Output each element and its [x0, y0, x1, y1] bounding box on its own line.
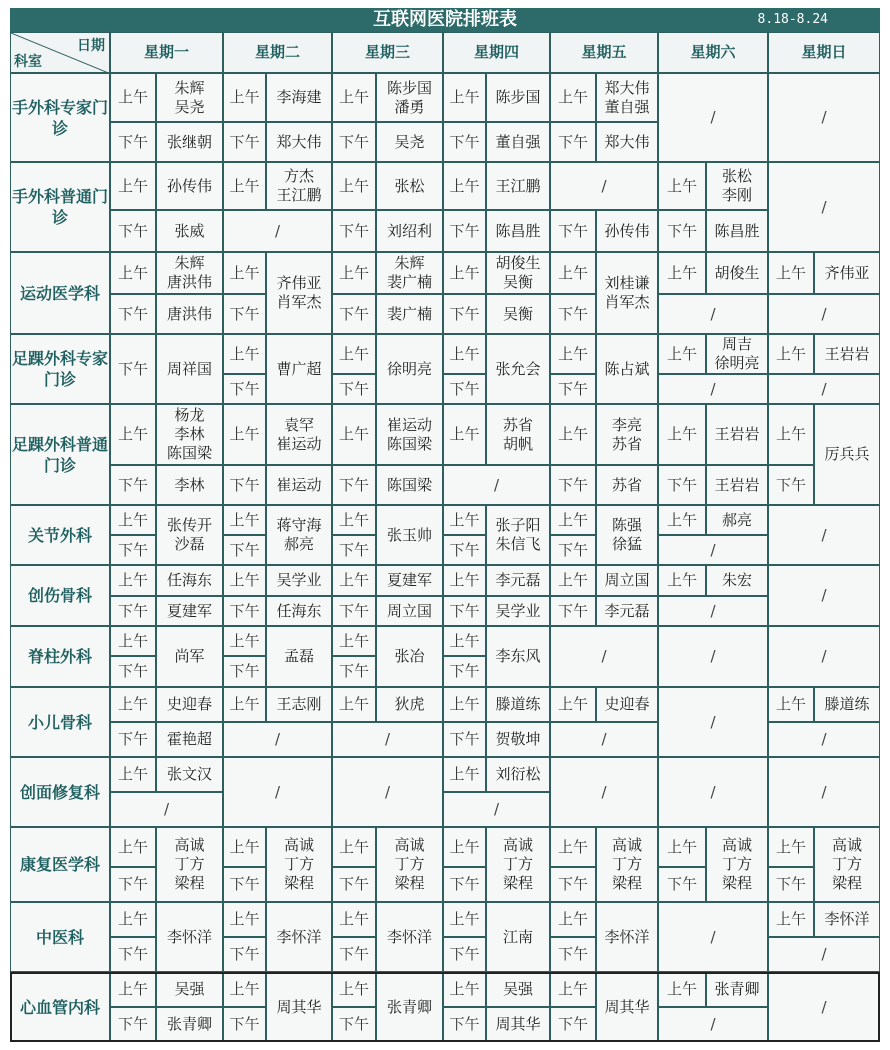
day-header: 星期三	[332, 32, 443, 73]
doctor-cell: 史迎春	[596, 687, 658, 722]
doctor-cell: 孙传伟	[156, 162, 223, 210]
doctor-cell: 吴学业	[486, 596, 550, 626]
day-header: 星期六	[658, 32, 768, 73]
session-label: 下午	[332, 374, 376, 404]
session-label: 下午	[110, 210, 156, 252]
session-label: 下午	[550, 210, 596, 252]
session-label: 上午	[443, 757, 486, 792]
session-label: 下午	[332, 867, 376, 902]
session-label: 下午	[223, 937, 266, 972]
doctor-cell: 胡俊生 吴衡	[486, 252, 550, 294]
session-label: 上午	[768, 902, 814, 937]
doctor-cell: 贺敬坤	[486, 722, 550, 757]
doctor-cell: 张青卿	[376, 972, 443, 1042]
session-label: 上午	[658, 334, 706, 374]
doctor-cell: 周其华	[266, 972, 332, 1042]
session-label: 下午	[332, 294, 376, 334]
session-label: 上午	[550, 972, 596, 1007]
doctor-cell: 陈强 徐猛	[596, 505, 658, 565]
session-label: 下午	[332, 535, 376, 565]
schedule-sheet	[10, 8, 880, 1042]
session-label: 下午	[443, 1007, 486, 1042]
session-label: 上午	[550, 565, 596, 596]
session-label: 上午	[550, 404, 596, 465]
session-label: 上午	[443, 334, 486, 374]
department-name: 小儿骨科	[10, 687, 110, 757]
doctor-cell: 任海东	[266, 596, 332, 626]
session-label: 下午	[110, 722, 156, 757]
doctor-cell: 吴强	[486, 972, 550, 1007]
department-name: 创伤骨科	[10, 565, 110, 626]
session-label: 上午	[223, 73, 266, 122]
session-label: 上午	[658, 827, 706, 867]
session-label: 下午	[443, 210, 486, 252]
doctor-cell: 陈占斌	[596, 334, 658, 404]
doctor-cell: 齐伟亚 肖军杰	[266, 252, 332, 334]
session-label: 上午	[768, 827, 814, 867]
doctor-cell: 高诚 丁方 梁程	[596, 827, 658, 902]
doctor-cell: 李亮 苏省	[596, 404, 658, 465]
empty-slot: /	[768, 565, 880, 626]
session-label: 上午	[768, 404, 814, 465]
empty-slot: /	[658, 535, 768, 565]
session-label: 下午	[443, 122, 486, 162]
empty-slot: /	[658, 687, 768, 757]
session-label: 下午	[110, 535, 156, 565]
empty-slot: /	[550, 626, 658, 687]
day-header: 星期四	[443, 32, 550, 73]
session-label: 上午	[443, 404, 486, 465]
doctor-cell: 狄虎	[376, 687, 443, 722]
day-header: 星期二	[223, 32, 332, 73]
doctor-cell: 任海东	[156, 565, 223, 596]
department-name: 足踝外科普通门诊	[10, 404, 110, 505]
doctor-cell: 张青卿	[706, 972, 768, 1007]
session-label: 上午	[223, 827, 266, 867]
session-label: 上午	[332, 972, 376, 1007]
doctor-cell: 霍艳超	[156, 722, 223, 757]
doctor-cell: 高诚 丁方 梁程	[814, 827, 880, 902]
department-name: 心血管内科	[10, 972, 110, 1042]
doctor-cell: 张青卿	[156, 1007, 223, 1042]
doctor-cell: 胡俊生	[706, 252, 768, 294]
session-label: 下午	[332, 210, 376, 252]
session-label: 上午	[768, 252, 814, 294]
empty-slot: /	[550, 757, 658, 827]
session-label: 上午	[443, 505, 486, 535]
empty-slot: /	[550, 722, 658, 757]
department-name: 手外科普通门诊	[10, 162, 110, 252]
session-label: 下午	[332, 1007, 376, 1042]
doctor-cell: 杨龙 李林 陈国梁	[156, 404, 223, 465]
session-label: 上午	[110, 404, 156, 465]
session-label: 上午	[110, 252, 156, 294]
session-label: 上午	[768, 687, 814, 722]
doctor-cell: 裴广楠	[376, 294, 443, 334]
doctor-cell: 蒋守海 郝亮	[266, 505, 332, 565]
session-label: 下午	[223, 867, 266, 902]
doctor-cell: 高诚 丁方 梁程	[486, 827, 550, 902]
session-label: 上午	[332, 902, 376, 937]
doctor-cell: 苏省 胡帆	[486, 404, 550, 465]
session-label: 上午	[550, 827, 596, 867]
session-label: 上午	[332, 334, 376, 374]
department-name: 康复医学科	[10, 827, 110, 902]
empty-slot: /	[332, 757, 443, 827]
department-name: 中医科	[10, 902, 110, 972]
doctor-cell: 陈步国	[486, 73, 550, 122]
doctor-cell: 朱辉 唐洪伟	[156, 252, 223, 294]
session-label: 上午	[550, 252, 596, 294]
empty-slot: /	[223, 210, 332, 252]
session-label: 上午	[443, 972, 486, 1007]
doctor-cell: 张松	[376, 162, 443, 210]
session-label: 上午	[658, 162, 706, 210]
empty-slot: /	[658, 902, 768, 972]
session-label: 上午	[332, 162, 376, 210]
doctor-cell: 江南	[486, 902, 550, 972]
doctor-cell: 吴强	[156, 972, 223, 1007]
session-label: 上午	[110, 73, 156, 122]
doctor-cell: 李海建	[266, 73, 332, 122]
session-label: 下午	[443, 535, 486, 565]
doctor-cell: 朱辉 吴尧	[156, 73, 223, 122]
session-label: 下午	[223, 374, 266, 404]
doctor-cell: 陈国梁	[376, 465, 443, 505]
day-header: 星期五	[550, 32, 658, 73]
session-label: 上午	[332, 565, 376, 596]
empty-slot: /	[658, 73, 768, 162]
doctor-cell: 张继朝	[156, 122, 223, 162]
empty-slot: /	[768, 937, 880, 972]
session-label: 下午	[332, 122, 376, 162]
doctor-cell: 高诚 丁方 梁程	[376, 827, 443, 902]
department-name: 创面修复科	[10, 757, 110, 827]
empty-slot: /	[443, 465, 550, 505]
session-label: 下午	[332, 465, 376, 505]
doctor-cell: 滕道练	[814, 687, 880, 722]
doctor-cell: 李东风	[486, 626, 550, 687]
session-label: 下午	[550, 294, 596, 334]
session-label: 下午	[443, 867, 486, 902]
department-name: 手外科专家门诊	[10, 73, 110, 162]
doctor-cell: 苏省	[596, 465, 658, 505]
doctor-cell: 张允会	[486, 334, 550, 404]
session-label: 下午	[223, 122, 266, 162]
session-label: 下午	[223, 294, 266, 334]
department-name: 运动医学科	[10, 252, 110, 334]
corner-header	[10, 32, 110, 73]
session-label: 上午	[550, 687, 596, 722]
doctor-cell: 张传开 沙磊	[156, 505, 223, 565]
session-label: 下午	[658, 210, 706, 252]
session-label: 上午	[550, 73, 596, 122]
session-label: 下午	[110, 867, 156, 902]
session-label: 上午	[223, 334, 266, 374]
doctor-cell: 张威	[156, 210, 223, 252]
doctor-cell: 周祥国	[156, 334, 223, 404]
doctor-cell: 孙传伟	[596, 210, 658, 252]
session-label: 上午	[223, 687, 266, 722]
session-label: 上午	[658, 252, 706, 294]
doctor-cell: 王江鹏	[486, 162, 550, 210]
session-label: 上午	[110, 162, 156, 210]
doctor-cell: 史迎春	[156, 687, 223, 722]
session-label: 上午	[658, 565, 706, 596]
session-label: 上午	[443, 252, 486, 294]
empty-slot: /	[443, 792, 550, 827]
empty-slot: /	[332, 722, 443, 757]
session-label: 上午	[443, 565, 486, 596]
department-name: 关节外科	[10, 505, 110, 565]
session-label: 下午	[658, 465, 706, 505]
session-label: 下午	[658, 867, 706, 902]
corner-date-label: 日期	[77, 38, 105, 54]
session-label: 上午	[110, 626, 156, 656]
session-label: 下午	[223, 535, 266, 565]
session-label: 下午	[443, 656, 486, 687]
empty-slot: /	[768, 626, 880, 687]
day-header: 星期日	[768, 32, 880, 73]
session-label: 下午	[110, 122, 156, 162]
doctor-cell: 郑大伟	[266, 122, 332, 162]
doctor-cell: 夏建军	[376, 565, 443, 596]
session-label: 上午	[443, 827, 486, 867]
empty-slot: /	[110, 792, 223, 827]
doctor-cell: 吴学业	[266, 565, 332, 596]
doctor-cell: 陈步国 潘勇	[376, 73, 443, 122]
doctor-cell: 夏建军	[156, 596, 223, 626]
session-label: 下午	[443, 294, 486, 334]
doctor-cell: 王志刚	[266, 687, 332, 722]
session-label: 上午	[443, 626, 486, 656]
doctor-cell: 朱宏	[706, 565, 768, 596]
session-label: 上午	[110, 687, 156, 722]
department-name: 脊柱外科	[10, 626, 110, 687]
day-header: 星期一	[110, 32, 223, 73]
session-label: 上午	[550, 334, 596, 374]
session-label: 上午	[658, 505, 706, 535]
doctor-cell: 徐明亮	[376, 334, 443, 404]
doctor-cell: 张冶	[376, 626, 443, 687]
doctor-cell: 董自强	[486, 122, 550, 162]
doctor-cell: 张松 李刚	[706, 162, 768, 210]
session-label: 下午	[223, 656, 266, 687]
doctor-cell: 刘衍松	[486, 757, 550, 792]
session-label: 上午	[443, 902, 486, 937]
session-label: 下午	[443, 596, 486, 626]
session-label: 下午	[768, 867, 814, 902]
doctor-cell: 吴衡	[486, 294, 550, 334]
doctor-cell: 刘桂谦 肖军杰	[596, 252, 658, 334]
session-label: 上午	[223, 404, 266, 465]
doctor-cell: 张文汉	[156, 757, 223, 792]
empty-slot: /	[768, 505, 880, 565]
doctor-cell: 张玉帅	[376, 505, 443, 565]
session-label: 下午	[110, 294, 156, 334]
empty-slot: /	[658, 1007, 768, 1042]
session-label: 上午	[223, 902, 266, 937]
doctor-cell: 王岩岩	[814, 334, 880, 374]
session-label: 上午	[110, 827, 156, 867]
session-label: 下午	[768, 465, 814, 505]
doctor-cell: 周其华	[596, 972, 658, 1042]
empty-slot: /	[768, 73, 880, 162]
doctor-cell: 高诚 丁方 梁程	[156, 827, 223, 902]
doctor-cell: 厉兵兵	[814, 404, 880, 505]
doctor-cell: 方杰 王江鹏	[266, 162, 332, 210]
session-label: 下午	[332, 937, 376, 972]
session-label: 下午	[332, 596, 376, 626]
session-label: 下午	[550, 937, 596, 972]
doctor-cell: 王岩岩	[706, 404, 768, 465]
page-title: 互联网医院排班表	[373, 9, 517, 30]
department-name: 足踝外科专家门诊	[10, 334, 110, 404]
doctor-cell: 曹广超	[266, 334, 332, 404]
session-label: 下午	[550, 535, 596, 565]
session-label: 上午	[110, 902, 156, 937]
empty-slot: /	[658, 596, 768, 626]
doctor-cell: 陈昌胜	[706, 210, 768, 252]
session-label: 下午	[550, 122, 596, 162]
doctor-cell: 齐伟亚	[814, 252, 880, 294]
session-label: 上午	[768, 334, 814, 374]
session-label: 下午	[443, 722, 486, 757]
empty-slot: /	[223, 722, 332, 757]
session-label: 下午	[110, 1007, 156, 1042]
session-label: 下午	[550, 374, 596, 404]
session-label: 上午	[443, 687, 486, 722]
session-label: 下午	[223, 465, 266, 505]
session-label: 上午	[550, 902, 596, 937]
doctor-cell: 吴尧	[376, 122, 443, 162]
doctor-cell: 尚军	[156, 626, 223, 687]
session-label: 上午	[223, 626, 266, 656]
session-label: 下午	[223, 1007, 266, 1042]
session-label: 上午	[332, 404, 376, 465]
doctor-cell: 李怀洋	[266, 902, 332, 972]
session-label: 下午	[550, 1007, 596, 1042]
doctor-cell: 高诚 丁方 梁程	[706, 827, 768, 902]
session-label: 上午	[332, 827, 376, 867]
empty-slot: /	[658, 757, 768, 827]
date-range: 8.18-8.24	[757, 12, 828, 27]
session-label: 上午	[332, 687, 376, 722]
doctor-cell: 崔运动 陈国梁	[376, 404, 443, 465]
title-bar	[10, 8, 880, 32]
doctor-cell: 王岩岩	[706, 465, 768, 505]
session-label: 下午	[223, 596, 266, 626]
doctor-cell: 李怀洋	[156, 902, 223, 972]
empty-slot: /	[658, 374, 768, 404]
doctor-cell: 周吉 徐明亮	[706, 334, 768, 374]
session-label: 上午	[110, 972, 156, 1007]
doctor-cell: 郑大伟 董自强	[596, 73, 658, 122]
session-label: 上午	[443, 73, 486, 122]
doctor-cell: 朱辉 裴广楠	[376, 252, 443, 294]
session-label: 下午	[443, 374, 486, 404]
session-label: 上午	[658, 404, 706, 465]
doctor-cell: 崔运动	[266, 465, 332, 505]
doctor-cell: 袁罕 崔运动	[266, 404, 332, 465]
session-label: 上午	[110, 757, 156, 792]
session-label: 下午	[550, 465, 596, 505]
session-label: 上午	[223, 972, 266, 1007]
doctor-cell: 周立国	[376, 596, 443, 626]
empty-slot: /	[223, 757, 332, 827]
doctor-cell: 孟磊	[266, 626, 332, 687]
corner-dept-label: 科室	[14, 54, 42, 70]
empty-slot: /	[768, 757, 880, 827]
session-label: 下午	[110, 937, 156, 972]
session-label: 下午	[110, 596, 156, 626]
empty-slot: /	[768, 162, 880, 252]
doctor-cell: 周立国	[596, 565, 658, 596]
doctor-cell: 张子阳 朱信飞	[486, 505, 550, 565]
session-label: 上午	[658, 972, 706, 1007]
session-label: 下午	[332, 656, 376, 687]
empty-slot: /	[658, 626, 768, 687]
schedule-table	[10, 32, 880, 1042]
session-label: 上午	[223, 252, 266, 294]
doctor-cell: 唐洪伟	[156, 294, 223, 334]
doctor-cell: 郝亮	[706, 505, 768, 535]
session-label: 下午	[110, 465, 156, 505]
session-label: 上午	[223, 505, 266, 535]
empty-slot: /	[768, 972, 880, 1042]
session-label: 下午	[110, 334, 156, 404]
doctor-cell: 李元磊	[486, 565, 550, 596]
session-label: 下午	[110, 656, 156, 687]
session-label: 上午	[443, 162, 486, 210]
empty-slot: /	[768, 294, 880, 334]
session-label: 下午	[550, 867, 596, 902]
session-label: 上午	[332, 252, 376, 294]
doctor-cell: 陈昌胜	[486, 210, 550, 252]
session-label: 上午	[223, 565, 266, 596]
session-label: 上午	[332, 626, 376, 656]
doctor-cell: 郑大伟	[596, 122, 658, 162]
doctor-cell: 刘绍利	[376, 210, 443, 252]
doctor-cell: 李元磊	[596, 596, 658, 626]
session-label: 上午	[223, 162, 266, 210]
doctor-cell: 高诚 丁方 梁程	[266, 827, 332, 902]
session-label: 上午	[110, 505, 156, 535]
session-label: 上午	[332, 73, 376, 122]
session-label: 下午	[550, 596, 596, 626]
empty-slot: /	[550, 162, 658, 210]
doctor-cell: 滕道练	[486, 687, 550, 722]
doctor-cell: 周其华	[486, 1007, 550, 1042]
session-label: 上午	[550, 505, 596, 535]
session-label: 上午	[332, 505, 376, 535]
doctor-cell: 李怀洋	[376, 902, 443, 972]
doctor-cell: 李怀洋	[596, 902, 658, 972]
session-label: 下午	[443, 937, 486, 972]
empty-slot: /	[768, 374, 880, 404]
doctor-cell: 李怀洋	[814, 902, 880, 937]
doctor-cell: 李林	[156, 465, 223, 505]
session-label: 上午	[110, 565, 156, 596]
empty-slot: /	[768, 722, 880, 757]
empty-slot: /	[658, 294, 768, 334]
